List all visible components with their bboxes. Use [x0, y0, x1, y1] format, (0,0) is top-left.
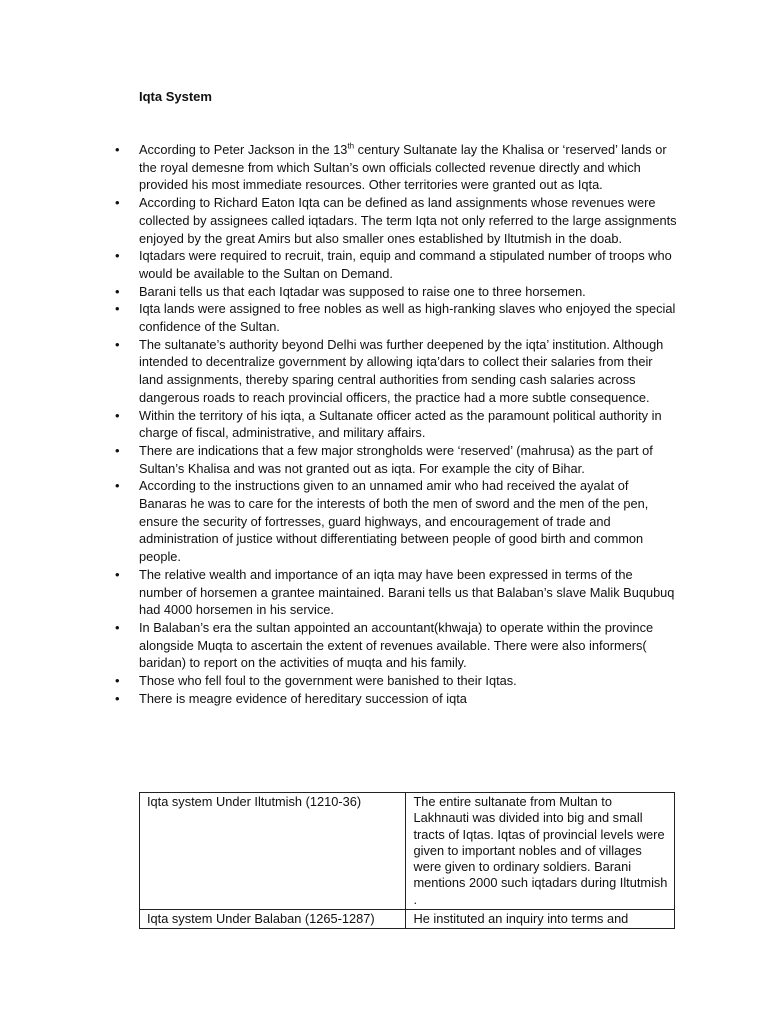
table-cell-text: He instituted an inquiry into terms and	[406, 910, 675, 929]
bullet-icon: •	[115, 478, 120, 494]
table-row	[140, 793, 675, 910]
table-cell-label: Iqta system Under Balaban (1265-1287)	[140, 910, 406, 929]
table-cell-label: Iqta system Under Iltutmish (1210-36)	[140, 793, 406, 910]
list-item: • The sultanate’s authority beyond Delhi was further deepened by the iqta’ institution. Although intended to decentralize government by allowing iqta’dars to collect their salaries from their land assignments, thereby sparing central authorities from sending cash salaries across dangerous roads to reach provincial officers, the practice had a more subtle consequence.	[115, 336, 664, 405]
list-item: • Those who fell foul to the government were banished to their Iqtas.	[115, 673, 517, 689]
table-row	[140, 910, 675, 929]
bullet-icon: •	[115, 690, 120, 706]
bullet-icon: •	[115, 407, 120, 423]
bullet-icon: •	[115, 248, 120, 264]
list-item: • The relative wealth and importance of an iqta may have been expressed in terms of the number of horsemen a grantee maintained. Barani tells us that Balaban’s slave Malik Buqubuq had 4000 horsemen in his service.	[115, 566, 675, 618]
bullet-icon: •	[115, 619, 120, 635]
list-item: • Within the territory of his iqta, a Sultanate officer acted as the paramount political authority in charge of fiscal, administrative, and military affairs.	[115, 407, 662, 441]
list-item: • According to the instructions given to an unnamed amir who had received the ayalat of Banaras he was to care for the interests of both the men of sword and the men of the pen, ensure the security of fortresses, guard highways, and encouragement of trade and administration of justice without differentiating between people of good birth and common people.	[115, 478, 649, 565]
list-item: • According to Peter Jackson in the 13th century Sultanate lay the Khalisa or ‘reserved’ lands or the royal demesne from which Sultan’s own officials collected revenue directly and which provided his most immediate resources. Other territories were granted out as Iqta.	[115, 141, 667, 193]
list-item: • There is meagre evidence of hereditary succession of iqta	[115, 690, 467, 706]
list-item: • Barani tells us that each Iqtadar was supposed to raise one to three horsemen.	[115, 283, 586, 299]
list-item: • There are indications that a few major strongholds were ‘reserved’ (mahrusa) as the part of Sultan’s Khalisa and was not granted out as iqta. For example the city of Bihar.	[115, 442, 653, 476]
table-cell-text: The entire sultanate from Multan to Lakhnauti was divided into big and small tracts of Iqtas. Iqtas of provincial levels were given to important nobles and of villages were given to ordinary soldiers. Barani mentions 2000 such iqtadars during Iltutmish .	[406, 793, 675, 910]
document-title: Iqta System	[139, 89, 212, 104]
list-item: • In Balaban’s era the sultan appointed an accountant(khwaja) to operate within the province alongside Muqta to ascertain the extent of revenues available. There were also informers( baridan) to report on the activities of muqta and his family.	[115, 619, 654, 671]
bullet-icon: •	[115, 442, 120, 458]
bullet-icon: •	[115, 142, 120, 157]
list-item: • Iqta lands were assigned to free nobles as well as high-ranking slaves who enjoyed the special confidence of the Sultan.	[115, 301, 676, 335]
bullet-icon: •	[115, 566, 120, 582]
bullet-icon: •	[115, 195, 120, 211]
bullet-icon: •	[115, 336, 120, 352]
bullet-icon: •	[115, 673, 120, 689]
bullet-list	[115, 141, 679, 708]
bullet-icon: •	[115, 301, 120, 317]
list-item: • Iqtadars were required to recruit, train, equip and command a stipulated number of troops who would be available to the Sultan on Demand.	[115, 248, 672, 281]
bullet-icon: •	[115, 283, 120, 299]
list-item: • According to Richard Eaton Iqta can be defined as land assignments whose revenues were collected by assignees called iqtadars. The term Iqta not only referred to the large assignments enjoyed by the great Amirs but also smaller ones established by Iltutmish in the doab.	[115, 195, 677, 246]
iqta-comparison-table	[139, 792, 675, 929]
